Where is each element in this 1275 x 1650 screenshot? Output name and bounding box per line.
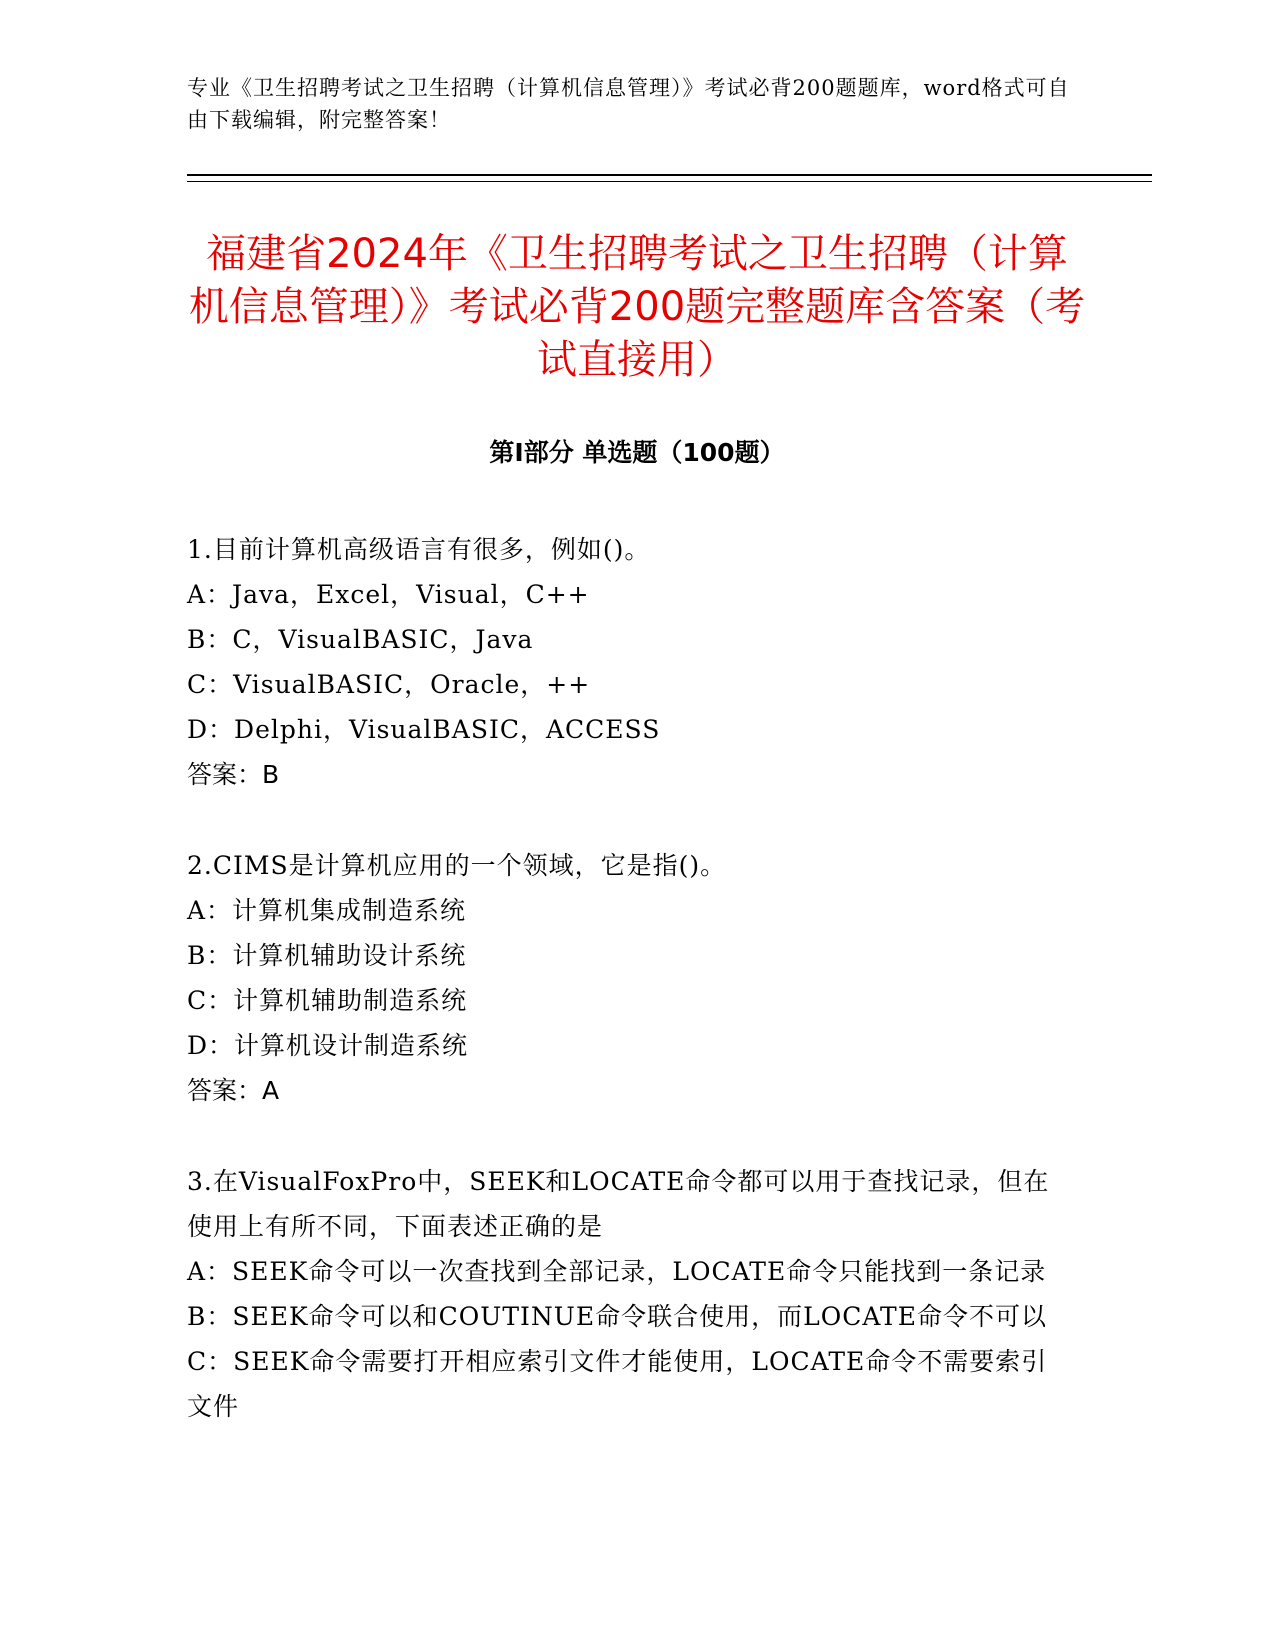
option-a: A：Java，Excel，Visual，C++ bbox=[187, 580, 590, 609]
option-c: C：计算机辅助制造系统 bbox=[187, 986, 468, 1015]
option-a: A：计算机集成制造系统 bbox=[187, 896, 467, 925]
header-divider-thick bbox=[187, 174, 1152, 176]
option-a: A：SEEK命令可以一次查找到全部记录，LOCATE命令只能找到一条记录 bbox=[187, 1257, 1047, 1286]
question-list bbox=[187, 527, 1067, 1475]
question-stem: 1.目前计算机高级语言有很多，例如()。 bbox=[187, 535, 651, 564]
answer: 答案：A bbox=[187, 1076, 280, 1105]
question-2 bbox=[187, 843, 1067, 1113]
option-b: B：SEEK命令可以和COUTINUE命令联合使用，而LOCATE命令不可以 bbox=[187, 1302, 1047, 1331]
question-stem: 2.CIMS是计算机应用的一个领域，它是指()。 bbox=[187, 851, 727, 880]
option-c: C：VisualBASIC，Oracle，++ bbox=[187, 670, 591, 699]
question-3 bbox=[187, 1159, 1067, 1429]
option-b: B：计算机辅助设计系统 bbox=[187, 941, 467, 970]
option-c: C：SEEK命令需要打开相应索引文件才能使用，LOCATE命令不需要索引文件 bbox=[187, 1347, 1048, 1421]
document-title: 福建省2024年《卫生招聘考试之卫生招聘（计算机信息管理）》考试必背200题完整题库含答案（考试直接用） bbox=[188, 231, 1086, 383]
answer: 答案：B bbox=[187, 760, 280, 789]
option-b: B：C，VisualBASIC，Java bbox=[187, 625, 534, 654]
section-heading: 第I部分 单选题（100题） bbox=[489, 438, 785, 467]
question-stem: 3.在VisualFoxPro中，SEEK和LOCATE命令都可以用于查找记录，但在使用上有所不同，下面表述正确的是 bbox=[187, 1167, 1050, 1241]
option-d: D：计算机设计制造系统 bbox=[187, 1031, 469, 1060]
header-note: 专业《卫生招聘考试之卫生招聘（计算机信息管理）》考试必背200题题库，word格式可自由下载编辑，附完整答案！ bbox=[187, 76, 1070, 132]
question-1 bbox=[187, 527, 1067, 797]
option-d: D：Delphi，VisualBASIC，ACCESS bbox=[187, 715, 661, 744]
header-divider-thin bbox=[187, 181, 1152, 182]
